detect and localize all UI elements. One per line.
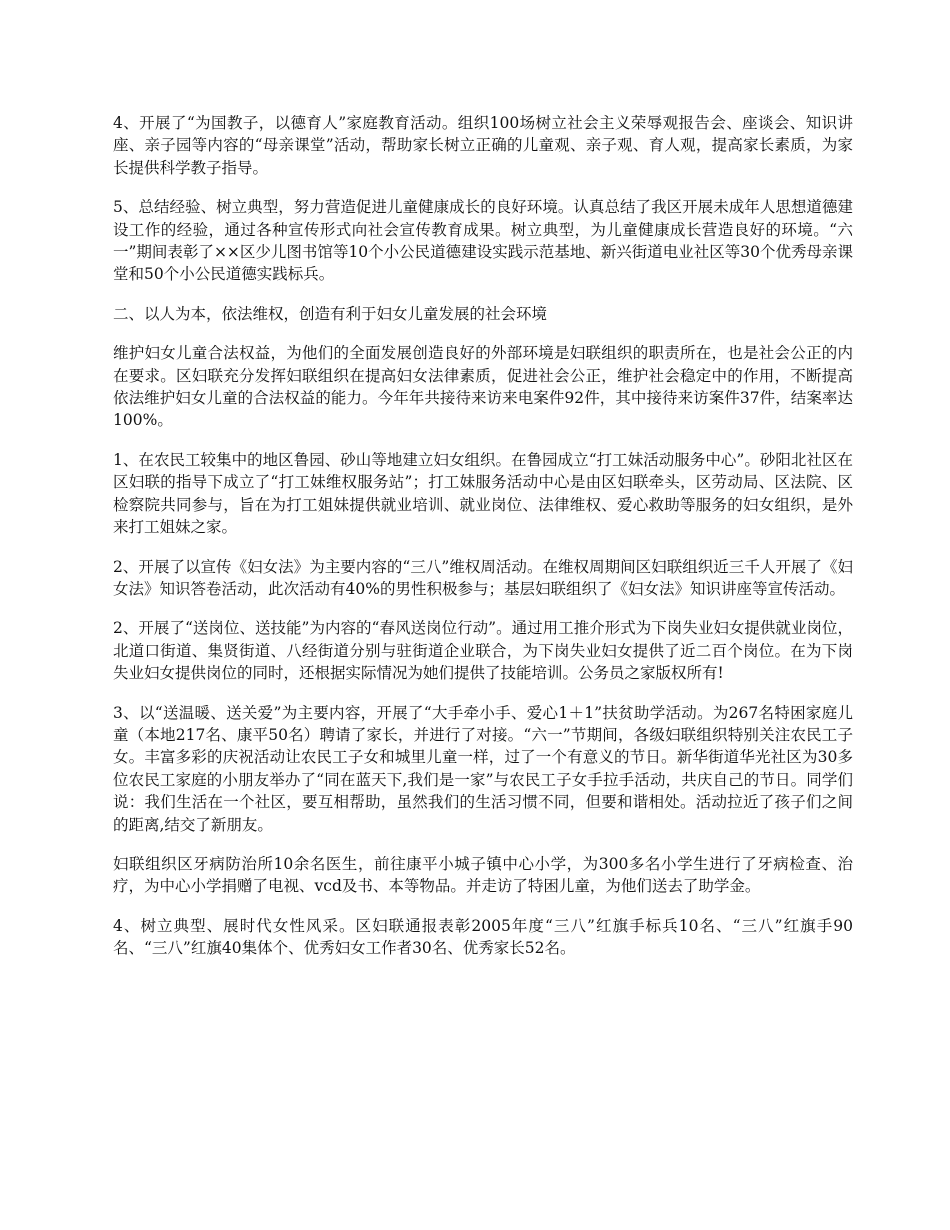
section-heading-rights: 二、以人为本，依法维权，创造有利于妇女儿童发展的社会环境 xyxy=(113,304,548,323)
paragraph-typical-examples: 5、总结经验、树立典型，努力营造促进儿童健康成长的良好环境。认真总结了我区开展未成年人思想道德建设工作的经验，通过各种宣传形式向社会宣传教育成果。树立典型，为儿童健康成长营造良好的环境。“六一”期间表彰了××区少儿图书馆等10个小公民道德建设实践示范基地、新兴街道电业社区等30个优秀母亲课堂和50个小公民道德实践标兵。 xyxy=(113,198,853,284)
paragraph-model-women: 4、树立典型、展时代女性风采。区妇联通报表彰2005年度“三八”红旗手标兵10名、“三八”红旗手90名、“三八”红旗40集体个、优秀妇女工作者30名、优秀家长52名。 xyxy=(113,916,853,958)
paragraph-womens-law-week: 2、开展了以宣传《妇女法》为主要内容的“三八”维权周活动。在维权周期间区妇联组织近三千人开展了《妇女法》知识答卷活动，此次活动有40%的男性积极参与；基层妇联组织了《妇女法》知识讲座等宣传活动。 xyxy=(113,557,853,598)
paragraph-job-delivery: 2、开展了“送岗位、送技能”为内容的“春风送岗位行动”。通过用工推介形式为下岗失业妇女提供就业岗位，北道口街道、集贤街道、八经街道分别与驻街道企业联合，为下岗失业妇女提供了近二百个岗位。在为下岗失业妇女提供岗位的同时，还根据实际情况为她们提供了技能培训。公务员之家版权所有! xyxy=(113,619,853,683)
paragraph-rights-intro: 维护妇女儿童合法权益，为他们的全面发展创造良好的外部环境是妇联组织的职责所在，也是社会公正的内在要求。区妇联充分发挥妇联组织在提高妇女法律素质，促进社会公正，维护社会稳定中的作用，不断提高依法维护妇女儿童的合法权益的能力。今年年共接待来访来电案件92件，其中接待来访案件37件，结案率达100%。 xyxy=(113,344,853,430)
paragraph-dental-care: 妇联组织区牙病防治所10余名医生，前往康平小城子镇中心小学，为300多名小学生进行了牙病检查、治疗，为中心小学捐赠了电视、vcd及书、本等物品。并走访了特困儿童，为他们送去了助学金。 xyxy=(113,854,853,896)
document-body xyxy=(113,112,853,977)
paragraph-poverty-aid: 3、以“送温暖、送关爱”为主要内容，开展了“大手牵小手、爱心1＋1”扶贫助学活动。为267名特困家庭儿童（本地217名、康平50名）聘请了家长，并进行了对接。“六一”节期间，各级妇联组织特别关注农民工子女。丰富多彩的庆祝活动让农民工子女和城里儿童一样，过了一个有意义的节日。新华街道华光社区为30多位农民工家庭的小朋友举办了“同在蓝天下,我们是一家”与农民工子女手拉手活动，共庆自己的节日。同学们说：我们生活在一个社区，要互相帮助，虽然我们的生活习惯不同，但要和谐相处。活动拉近了孩子们之间的距离,结交了新朋友。 xyxy=(113,703,853,834)
paragraph-migrant-women-org: 1、在农民工较集中的地区鲁园、砂山等地建立妇女组织。在鲁园成立“打工妹活动服务中心”。砂阳北社区在区妇联的指导下成立了“打工妹维权服务站”；打工妹服务活动中心是由区妇联牵头，区劳动局、区法院、区检察院共同参与，旨在为打工姐妹提供就业培训、就业岗位、法律维权、爱心救助等服务的妇女组织，是外来打工姐妹之家。 xyxy=(113,450,853,537)
paragraph-family-education: 4、开展了“为国教子，以德育人”家庭教育活动。组织100场树立社会主义荣辱观报告会、座谈会、知识讲座、亲子园等内容的“母亲课堂”活动，帮助家长树立正确的儿童观、亲子观、育人观，提高家长素质，为家长提供科学教子指导。 xyxy=(113,114,853,177)
